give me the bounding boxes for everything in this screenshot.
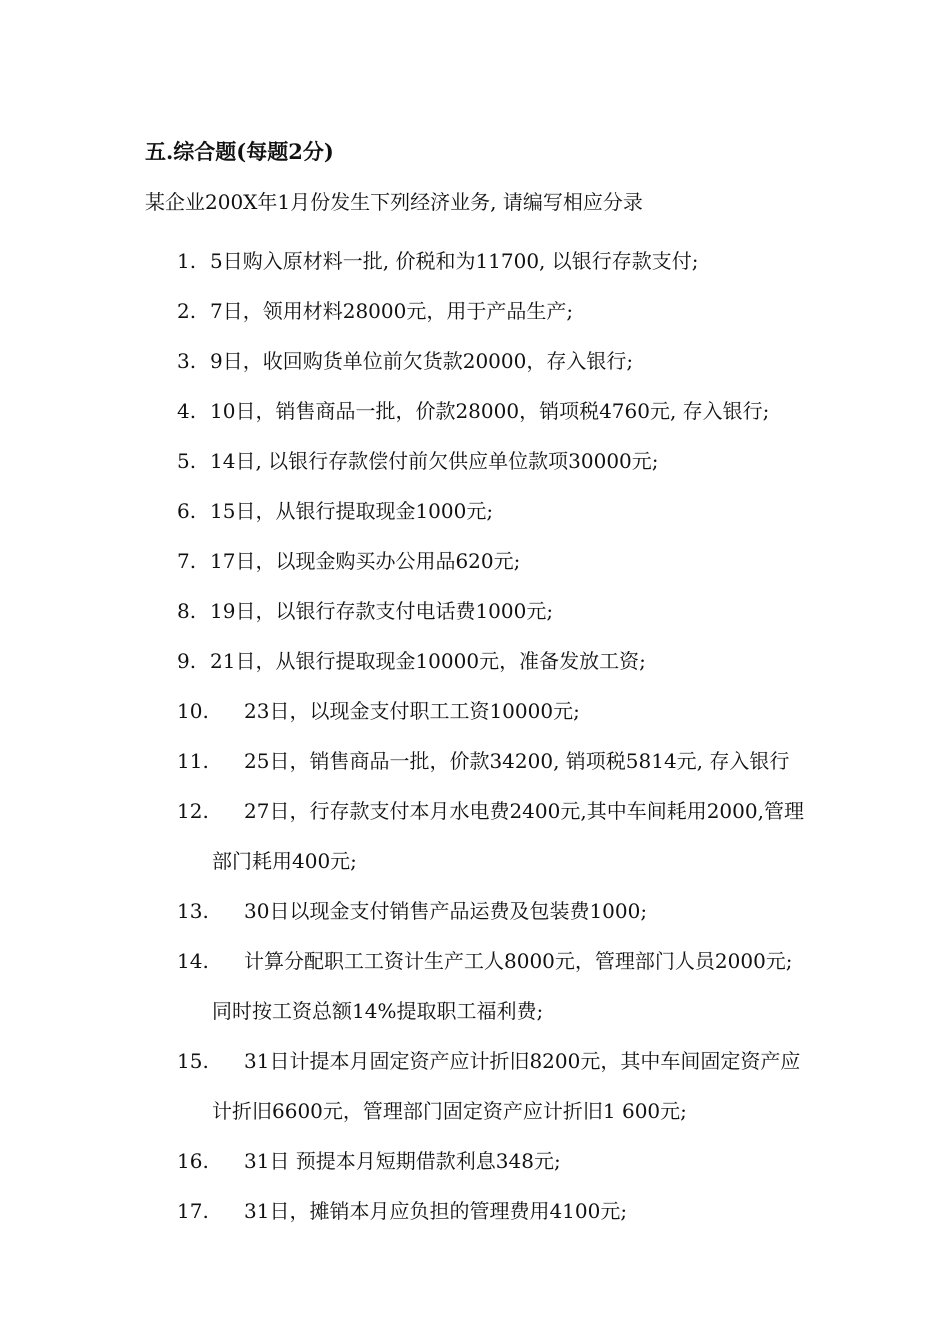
list-item xyxy=(177,536,887,586)
item-text: 计算分配职工工资计生产工人8000元，管理部门人员2000元; xyxy=(244,949,793,973)
list-item xyxy=(177,936,887,986)
list-item xyxy=(177,336,887,386)
item-text: 17日，以现金购买办公用品620元; xyxy=(210,549,521,573)
item-number: 16. xyxy=(177,1149,209,1173)
item-number: 3. xyxy=(177,349,197,373)
item-text: 21日，从银行提取现金10000元，准备发放工资; xyxy=(210,649,646,673)
intro-text: 某企业200X年1月份发生下列经济业务, 请编写相应分录 xyxy=(145,190,643,214)
item-number: 2. xyxy=(177,299,197,323)
item-number: 11. xyxy=(177,749,209,773)
item-text: 30日以现金支付销售产品运费及包装费1000; xyxy=(244,899,648,923)
item-text: 25日，销售商品一批，价款34200, 销项税5814元, 存入银行 xyxy=(244,749,790,773)
item-number: 14. xyxy=(177,949,209,973)
list-item xyxy=(177,686,887,736)
item-text: 14日, 以银行存款偿付前欠供应单位款项30000元; xyxy=(210,449,659,473)
list-item xyxy=(177,1186,887,1236)
item-number: 13. xyxy=(177,899,209,923)
item-text: 15日，从银行提取现金1000元; xyxy=(210,499,494,523)
item-text: 31日，摊销本月应负担的管理费用4100元; xyxy=(244,1199,628,1223)
item-number: 1. xyxy=(177,249,197,273)
list-item xyxy=(177,436,887,486)
item-text-continuation: 同时按工资总额14%提取职工福利费; xyxy=(212,999,544,1023)
item-text: 7日，领用材料28000元，用于产品生产; xyxy=(210,299,574,323)
list-item xyxy=(177,736,887,786)
item-text: 5日购入原材料一批, 价税和为11700, 以银行存款支付; xyxy=(210,249,699,273)
item-text: 23日，以现金支付职工工资10000元; xyxy=(244,699,580,723)
list-item xyxy=(177,636,887,686)
item-number: 8. xyxy=(177,599,197,623)
item-number: 4. xyxy=(177,399,197,423)
list-item xyxy=(177,1136,887,1186)
section-heading: 五.综合题(每题2分) xyxy=(145,139,334,164)
item-text: 9日，收回购货单位前欠货款20000，存入银行; xyxy=(210,349,634,373)
item-text-continuation: 部门耗用400元; xyxy=(212,849,357,873)
item-number: 6. xyxy=(177,499,197,523)
item-text: 10日，销售商品一批，价款28000，销项税4760元, 存入银行; xyxy=(210,399,770,423)
list-item xyxy=(177,236,887,286)
list-item xyxy=(177,486,887,536)
item-number: 9. xyxy=(177,649,197,673)
list-item xyxy=(177,286,887,336)
list-item xyxy=(177,1036,887,1086)
item-text: 31日计提本月固定资产应计折旧8200元，其中车间固定资产应 xyxy=(244,1049,801,1073)
item-number: 12. xyxy=(177,799,209,823)
list-item xyxy=(177,886,887,936)
item-number: 15. xyxy=(177,1049,209,1073)
item-number: 17. xyxy=(177,1199,209,1223)
list-item xyxy=(177,586,887,636)
list-item xyxy=(177,786,887,836)
item-text: 27日，行存款支付本月水电费2400元,其中车间耗用2000,管理 xyxy=(244,799,804,823)
item-text: 19日，以银行存款支付电话费1000元; xyxy=(210,599,554,623)
item-number: 10. xyxy=(177,699,209,723)
item-number: 5. xyxy=(177,449,197,473)
item-number: 7. xyxy=(177,549,197,573)
item-text: 31日 预提本月短期借款利息348元; xyxy=(244,1149,561,1173)
question-list xyxy=(177,236,887,1236)
list-item xyxy=(177,386,887,436)
item-text-continuation: 计折旧6600元，管理部门固定资产应计折旧1 600元; xyxy=(212,1099,687,1123)
